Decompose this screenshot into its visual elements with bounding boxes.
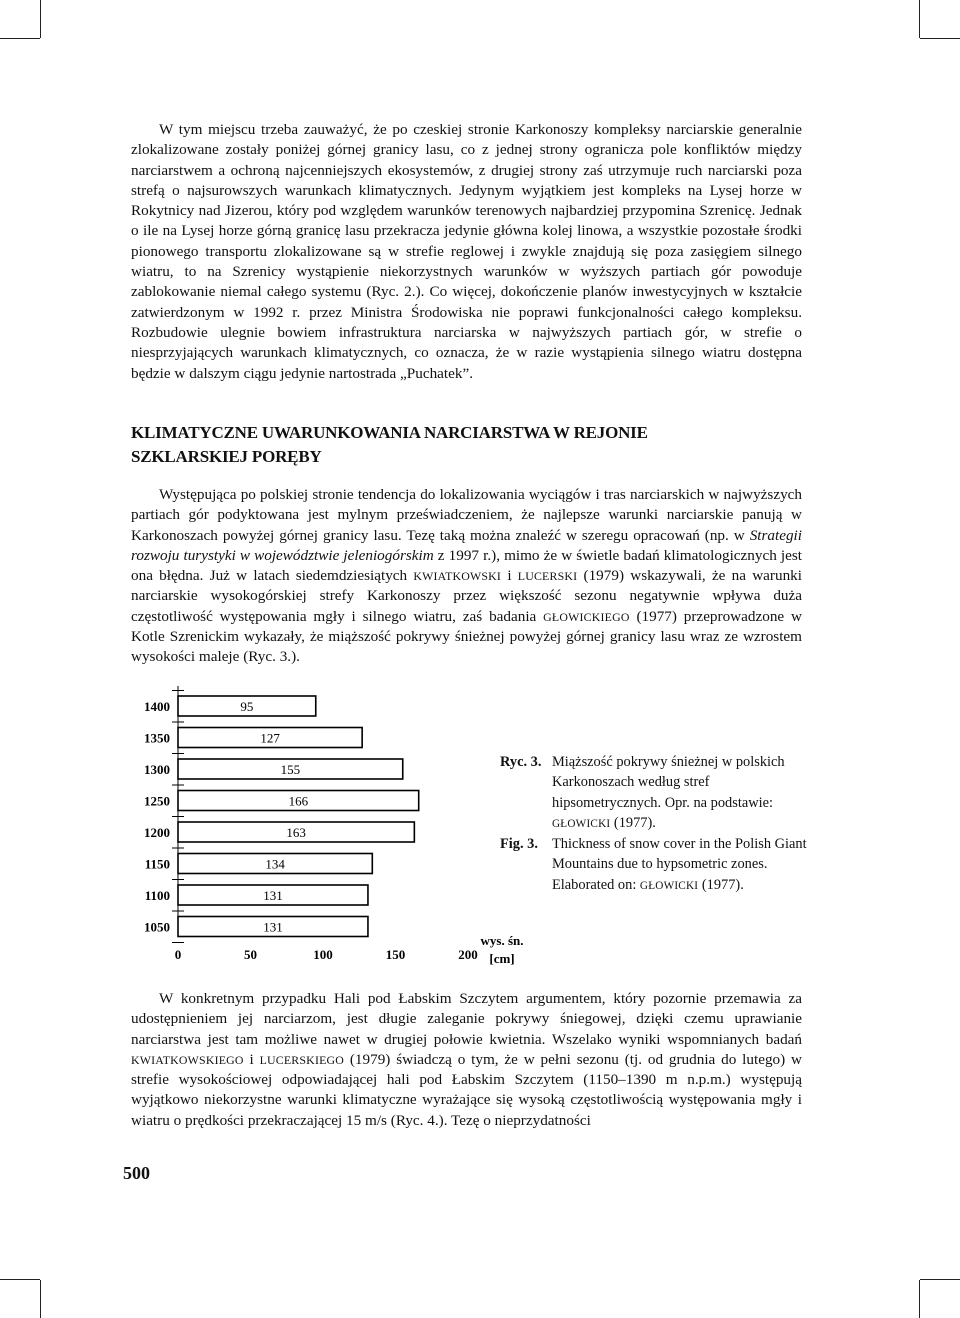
data-label: 131	[263, 919, 283, 935]
y-tick-label: 1250	[144, 793, 170, 809]
crop-mark	[919, 1280, 920, 1318]
text-run: (1979) wskazywali, że na warunki narciarskie wysokogórskiej strefy Karkonoszy przez większość sezonu negatywnie wpływa duża częstotliwość występowania mgły i silnego wiatru, zaś badania	[131, 567, 802, 625]
x-tick-label: 50	[244, 947, 257, 962]
snow-thickness-chart	[118, 680, 538, 980]
paragraph-intro	[131, 120, 802, 384]
page-number: 500	[123, 1163, 150, 1183]
text-run: Thickness of snow cover in the Polish Giant Mountains due to hypsometric zones. Elaborated on:	[552, 836, 807, 893]
x-axis-unit: [cm]	[489, 951, 515, 966]
section-heading	[131, 421, 802, 469]
text-run: i	[243, 1050, 260, 1068]
x-tick-label: 200	[458, 947, 478, 962]
crop-mark	[40, 0, 41, 38]
author-name: GŁOWICKI	[552, 817, 611, 830]
author-name: KWIATKOWSKIEGO	[131, 1052, 244, 1067]
y-tick-label: 1050	[144, 919, 170, 935]
caption-text-en	[552, 834, 820, 896]
caption-english	[500, 834, 820, 896]
author-name: GŁOWICKIEGO	[543, 609, 630, 624]
x-tick-label: 100	[313, 947, 333, 962]
crop-mark	[919, 0, 920, 38]
y-tick-label: 1300	[144, 762, 170, 777]
x-tick-label: 150	[385, 947, 406, 962]
x-axis-label: wys. śn.	[480, 933, 524, 948]
data-label: 134	[265, 856, 285, 872]
y-tick-label: 1350	[144, 730, 170, 746]
data-label: 127	[260, 730, 280, 746]
data-label: 163	[286, 825, 306, 840]
x-tick-label: 0	[174, 947, 182, 962]
author-name: LUCERSKI	[517, 569, 578, 584]
caption-polish	[500, 752, 820, 834]
data-label: 155	[280, 762, 301, 777]
author-name: LUCERSKIEGO	[259, 1052, 345, 1067]
crop-mark	[920, 1279, 960, 1280]
paragraph-hala	[131, 989, 802, 1131]
figure-caption	[500, 752, 820, 896]
data-label: 131	[263, 888, 283, 903]
y-tick-label: 1400	[144, 699, 170, 714]
author-name: KWIATKOWSKI	[413, 569, 502, 584]
crop-mark	[920, 38, 960, 39]
caption-label-pl: Ryc. 3.	[500, 754, 542, 770]
author-name: GŁOWICKI	[639, 879, 699, 892]
crop-mark	[0, 1279, 40, 1280]
italic-title: Strategii rozwoju turystyki w województwie jeleniogórskim	[131, 526, 802, 564]
y-tick-label: 1100	[144, 888, 170, 903]
text-run: (1977) przeprowadzone w Kotle Szrenickim wykazały, że miąższość pokrywy śnieżnej powyżej górnej granicy lasu wraz ze wzrostem wysokości maleje (Ryc. 3.).	[131, 607, 802, 666]
text-run: Występująca po polskiej stronie tendencja do lokalizowania wyciągów i tras narciarskich w najwyższych partiach gór podyktowana jest mylnym przeświadczeniem, że najlepsze warunki narciarskie panują w Karkonoszach powyżej górnej granicy lasu. Tezę taką można znaleźć w szeregu opracowań (np. w	[131, 486, 802, 544]
y-tick-label: 1200	[144, 825, 170, 840]
heading-line-2: SZKLARSKIEJ PORĘBY	[131, 447, 322, 466]
text-run: W konkretnym przypadku Hali pod Łabskim Szczytem argumentem, który pozornie przemawia za udostępnieniem jej narciarzom, jest długie zaleganie pokrywy śniegowej, dzięki czemu uprawianie narciarstwa jest tam możliwe nawet w drugiej połowie kwietnia. Wszelako wyniki wspomnianych badań	[131, 990, 802, 1048]
text-run: z 1997 r.), mimo że w świetle badań klimatologicznych jest ona błędna. Już w latach siedemdziesiątych	[131, 546, 802, 585]
paragraph-intro-text: W tym miejscu trzeba zauważyć, że po czeskiej stronie Karkonoszy kompleksy narciarskie generalnie zlokalizowane zostały poniżej górnej granicy lasu, co z jednej strony ogranicza pole konfliktów między narciarstwem a ochroną najcenniejszych ekosystemów, z drugiej strony zaś utrzymuje ruch narciarski poza strefą o najsurowszych warunkach klimatycznych. Jedynym wyjątkiem jest kompleks na Lysej horze w Rokytnicy nad Jizerou, który pod względem warunków terenowych najbardziej przypomina Szrenicę. Jednak o ile na Lysej horze górną granicę lasu przekracza jedynie główna kolej linowa, a wszystkie pozostałe środki pionowego transportu zlokalizowane są w strefie reglowej i zwykle znajdują się poza zasięgiem silnego wiatru, to na Szrenicy wystąpienie niekorzystnych warunków w wyższych partiach gór powoduje zablokowanie niemal całego systemu (Ryc. 2.). Co więcej, dokończenie planów inwestycyjnych w kształcie zatwierdzonym w 1992 r. przez Ministra Środowiska nie poprawi funkcjonalności całego kompleksu. Rozbudowie ulegnie bowiem infrastruktura narciarska w najwyższych partiach gór, w strefie o niesprzyjających warunkach klimatycznych, co oznacza, że w razie wystąpienia silnego wiatru dostępna będzie w dalszym ciągu jedynie nartostrada „Puchatek”.	[131, 121, 802, 382]
data-label: 166	[288, 793, 309, 809]
caption-text-pl	[552, 752, 820, 834]
heading-line-1: KLIMATYCZNE UWARUNKOWANIA NARCIARSTWA W REJONIE	[131, 423, 648, 442]
text-run: (1979) świadczą o tym, że w pełni sezonu (tj. od grudnia do lutego) w strefie wysokościowej odpowiadającej hali pod Łabskim Szczytem (1150–1390 m n.p.m.) występują wyjątkowo niekorzystne warunki klimatyczne wyrażające się wysoką częstotliwością występowania mgły i wiatru o prędkości przekraczającej 15 m/s (Ryc. 4.). Tezę o nieprzydatności	[131, 1050, 802, 1129]
text-run: (1977).	[610, 814, 656, 831]
paragraph-climate	[131, 485, 802, 668]
text-run: Miąższość pokrywy śnieżnej w polskich Karkonoszach według stref hipsometrycznych. Opr. na podstawie:	[552, 754, 785, 811]
data-label: 95	[240, 699, 254, 714]
y-tick-label: 1150	[144, 856, 170, 872]
crop-mark	[0, 38, 40, 39]
text-run: (1977).	[698, 876, 744, 893]
crop-mark	[40, 1280, 41, 1318]
caption-label-en: Fig. 3.	[500, 836, 538, 853]
text-run: i	[501, 567, 518, 585]
